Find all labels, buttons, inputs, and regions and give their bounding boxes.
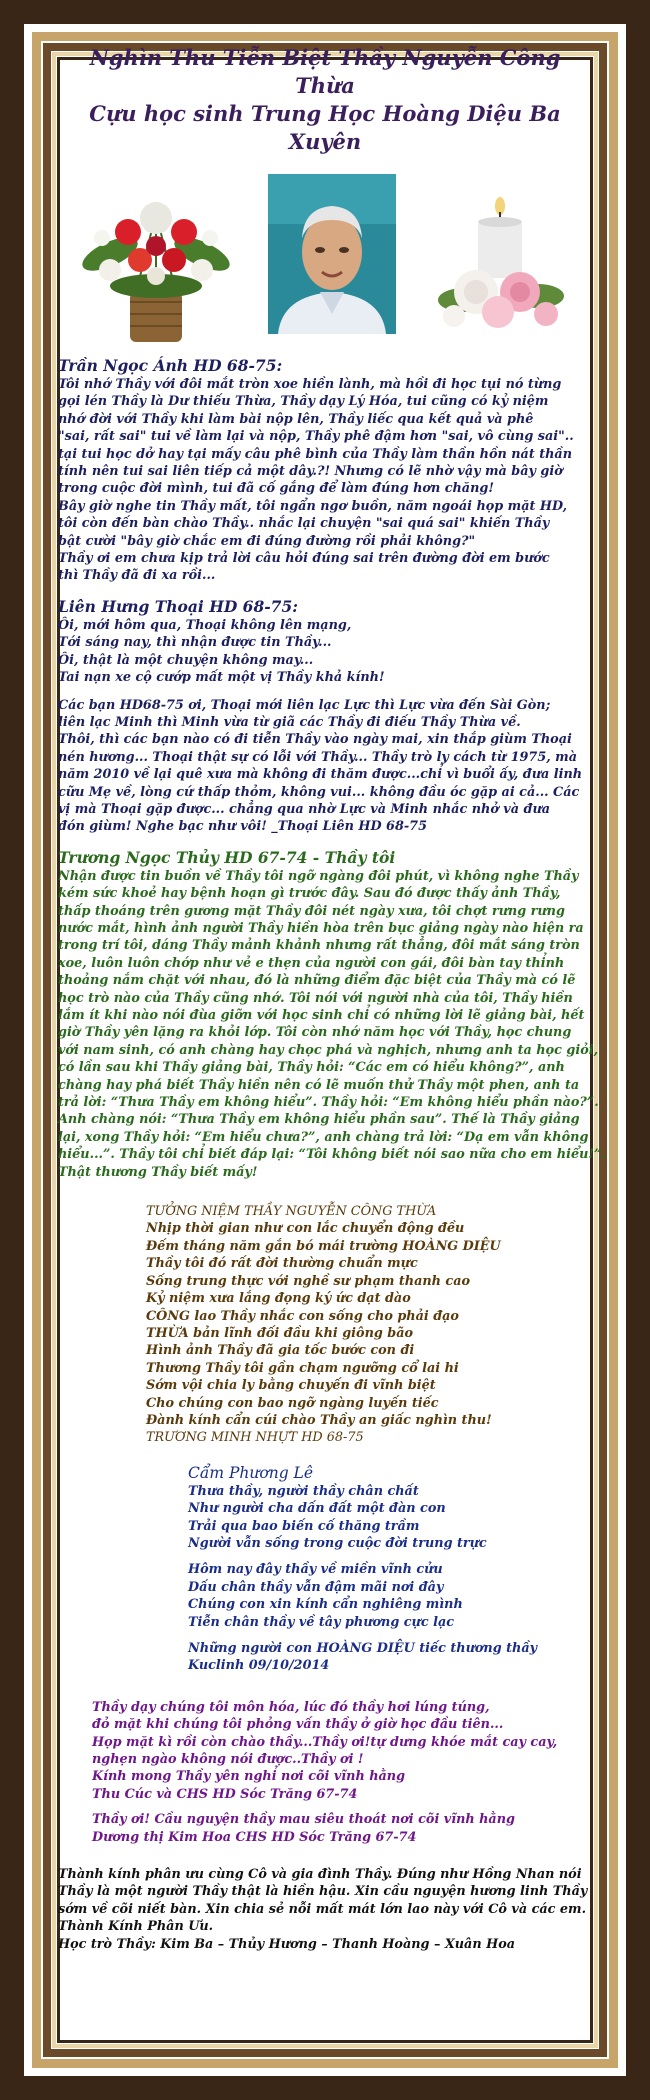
- poem-line: Những người con HOÀNG DIỆU tiếc thương thầy: [188, 1641, 538, 1656]
- poem-closing: [188, 1640, 592, 1675]
- tribute-line: gọi lén Thầy là Dư thiếu Thừa, Thầy dạy Lý Hóa, tui cũng có kỷ niệm: [58, 394, 549, 410]
- tribute-line: nước mắt, hình ảnh người Thầy hiền hòa trên bục giảng ngày nào hiện ra: [58, 920, 584, 936]
- poem-line: Nhịp thời gian như con lắc chuyển động đều: [146, 1221, 465, 1237]
- tribute-minh-nhut-poem: [58, 1203, 592, 1447]
- poem-line: Hôm nay đây thầy về miền vĩnh cửu: [188, 1562, 443, 1578]
- poem-line: Trải qua bao biến cố thăng trầm: [188, 1518, 420, 1534]
- poem-line: Hình ảnh Thầy đã gia tốc bước con đi: [146, 1343, 415, 1359]
- poem-line: Thầy tôi đó rất đời thường chuẩn mực: [146, 1256, 418, 1272]
- tribute-line: Kính mong Thầy yên nghỉ nơi cõi vĩnh hằng: [92, 1769, 406, 1785]
- tribute-line: tại tui học dở hay tại mấy câu phê bình của Thầy làm thần hồn nát thần: [58, 446, 573, 462]
- tribute-line: Thôi, thì các bạn nào có đi tiễn Thầy vào ngày mai, xin thắp giùm Thoại: [58, 732, 572, 748]
- poem-line: Người vẫn sống trong cuộc đời trung trực: [188, 1535, 487, 1551]
- poem-line: Đếm tháng năm gắn bó mái trường HOÀNG DIỆU: [146, 1238, 501, 1254]
- poem-stanza: [188, 1561, 592, 1631]
- poem-line: Thương Thầy tôi gần chạm ngưỡng cổ lai hi: [146, 1360, 459, 1376]
- poem-line: Chúng con xin kính cẩn nghiêng mình: [188, 1597, 463, 1613]
- poem-line: Cho chúng con bao ngỡ ngàng luyến tiếc: [146, 1395, 439, 1411]
- poem-line: Sống trung thực với nghề sư phạm thanh cao: [146, 1273, 471, 1289]
- tribute-line: đỏ mặt khi chúng tôi phỏng vấn thầy ở giờ học đầu tiên...: [92, 1717, 504, 1733]
- tribute-line: Tôi nhớ Thầy với đôi mắt tròn xoe hiền lành, mà hồi đi học tụi nó từng: [58, 377, 562, 392]
- tribute-author: Trần Ngọc Ánh HD 68-75:: [58, 356, 283, 375]
- tribute-line: năm 2010 về lại quê xưa mà không đi thăm được...chỉ vì buổi ấy, đưa linh: [58, 767, 583, 783]
- tribute-line: Họp mặt kì rồi còn chào thầy...Thầy ơi!tự dưng khóe mắt cay cay,: [92, 1734, 558, 1750]
- tribute-line: đón giùm! Nghe bạc như vôi! _Thoại Liên HD 68-75: [58, 819, 427, 835]
- tribute-cam-phuong-le: [58, 1463, 592, 1675]
- tribute-kim-hoa: [58, 1811, 592, 1846]
- flower-bouquet-icon: [70, 174, 242, 346]
- tribute-line: liên lạc Minh thì Minh vừa từ giã các Thầy đi điếu Thầy Thừa về.: [58, 714, 521, 730]
- tribute-line: Thầy ơi em chưa kịp trả lời câu hỏi đúng sai trên đường đời em bước: [58, 551, 550, 567]
- tribute-line: Thầy ơi! Cầu nguyện thầy mau siêu thoát nơi cõi vĩnh hằng: [92, 1812, 515, 1828]
- tribute-line: trả lời: “Thưa Thầy em không hiểu”. Thầy hỏi: “Em không hiểu phần nào?”.: [58, 1095, 599, 1111]
- tribute-line: kém sức khoẻ hay bệnh hoạn gì trước đây. Sau đó được thấy ảnh Thầy,: [58, 886, 561, 902]
- tribute-line: chàng hay phá biết Thầy hiền nên có lẽ muốn thử Thầy một phen, anh ta: [58, 1077, 580, 1093]
- photo-row: [58, 172, 592, 352]
- tribute-line: vị mà Thoại gặp được... chẳng qua nhờ Lực và Minh nhắc nhở và đưa: [58, 801, 551, 817]
- tribute-line: tôi còn đến bàn chào Thầy.. nhắc lại chuyện "sai quá sai" khiến Thầy: [58, 516, 550, 532]
- poem-line: Sớm vội chia ly bằng chuyến đi vĩnh biệt: [146, 1378, 436, 1394]
- tribute-line: cữu Mẹ về, lòng cứ thấp thỏm, không vui... không đầu óc gặp ai cả... Các: [58, 784, 580, 800]
- tribute-author: Cẩm Phương Lê: [188, 1463, 314, 1482]
- poem-line: Ôi, mới hôm qua, Thoại không lên mạng,: [58, 617, 352, 633]
- tribute-thu-cuc: [58, 1699, 592, 1803]
- tribute-line: xoe, luôn luôn chớp như vẻ e thẹn của người con gái, đôi bàn tay thỉnh: [58, 955, 565, 971]
- tribute-line: Các bạn HD68-75 ơi, Thoại mới liên lạc Lực thì Lực vừa đến Sài Gòn;: [58, 697, 551, 713]
- poem-line: Tiễn chân thầy về tây phương cực lạc: [188, 1614, 455, 1630]
- tribute-line: Dương thị Kim Hoa CHS HD Sóc Trăng 67-74: [92, 1829, 417, 1845]
- poem-line: Ôi, thật là một chuyện không may...: [58, 652, 314, 668]
- tribute-line: tính nên tui sai liên tiếp cả một dây.?! Nhưng có lẽ nhờ vậy mà bây giờ: [58, 464, 563, 480]
- tribute-line: giờ Thầy yên lặng ra khỏi lớp. Tôi còn nhớ năm học với Thầy, học chung: [58, 1025, 572, 1041]
- poem-date: Kuclinh 09/10/2014: [188, 1658, 330, 1674]
- tribute-line: Thật thương Thầy biết mấy!: [58, 1164, 258, 1180]
- candle-roses-icon: [434, 192, 566, 338]
- tribute-ngoc-thuy: [58, 847, 606, 1181]
- tribute-line: Học trò Thầy: Kim Ba – Thủy Hương – Thanh Hoàng – Xuân Hoa: [58, 1936, 516, 1952]
- poem-line: Đành kính cẩn cúi chào Thầy an giấc nghìn thu!: [146, 1412, 492, 1428]
- teacher-portrait-photo: [268, 174, 396, 334]
- tribute-line: Thành kính phân ưu cùng Cô và gia đình Thầy. Đúng như Hồng Nhan nói: [58, 1867, 582, 1883]
- tribute-line: trong cuộc đời mình, tui đã cố gắng để làm đúng hơn chăng!: [58, 481, 494, 497]
- tribute-line: nhớ đời với Thầy khi làm bài nộp lên, Thầy liếc qua kết quả và phê: [58, 411, 534, 427]
- tribute-line: có lần sau khi Thầy giảng bài, Thầy hỏi: “Các em có hiểu không?”, anh: [58, 1060, 565, 1076]
- tribute-line: Anh chàng nói: “Thưa Thầy em không hiểu phần sau”. Thế là Thầy giảng: [58, 1112, 580, 1128]
- tribute-line: sớm về cõi niết bàn. Xin chia sẻ nỗi mất mát lớn lao này với Cô và các em.: [58, 1901, 587, 1917]
- tribute-line: hiểu...”. Thầy tôi chỉ biết đáp lại: “Tôi không biết nói sao nữa cho em hiểu!”.: [58, 1147, 606, 1163]
- tribute-line: "sai, rất sai" tui về làm lại và nộp, Thầy phê đậm hơn "sai, vô cùng sai"..: [58, 429, 574, 445]
- tribute-body: [58, 697, 592, 836]
- tribute-ngoc-anh: [58, 356, 592, 585]
- poem-line: Thưa thầy, người thầy chân chất: [188, 1483, 419, 1499]
- page-title: Nghìn Thu Tiễn Biệt Thầy Nguyễn Công Thừa: [89, 45, 561, 98]
- poem-line: CÔNG lao Thầy nhắc con sống cho phải đạo: [146, 1308, 459, 1324]
- tribute-line: học trò nào của Thầy cũng nhớ. Tôi nói với người nhà của tôi, Thầy hiền: [58, 990, 573, 1006]
- tribute-line: Thu Cúc và CHS HD Sóc Trăng 67-74: [92, 1786, 358, 1802]
- poem-line: Tới sáng nay, thì nhận được tin Thầy...: [58, 635, 332, 651]
- tribute-line: thấp thoáng trên gương mặt Thầy đôi nét ngày xưa, tôi chợt rưng rưng: [58, 903, 565, 919]
- tribute-line: Thầy là một người Thầy thật là hiền hậu. Xin cầu nguyện hương linh Thầy: [58, 1884, 588, 1900]
- tribute-line: với nam sinh, có anh chàng hay chọc phá và nghịch, nhưng anh ta học giỏi,: [58, 1042, 599, 1058]
- tribute-line: thì Thầy đã đi xa rồi...: [58, 568, 216, 584]
- tribute-final-condolence: [58, 1866, 592, 1953]
- tribute-line: Nhận được tin buồn về Thầy tôi ngỡ ngàng đôi phút, vì không nghe Thầy: [58, 868, 579, 884]
- tribute-line: lắm ít khi nào nói đùa giỡn với học sinh chỉ có những lời lẽ giảng bài, hết: [58, 1008, 585, 1023]
- tribute-line: lại, xong Thầy hỏi: “Em hiểu chưa?”, anh chàng trả lời: “Dạ em vẫn không: [58, 1129, 589, 1145]
- poem-line: Kỷ niệm xưa lắng đọng ký ức dạt dào: [146, 1291, 411, 1307]
- tribute-lien-hung-thoai: [58, 597, 592, 836]
- tribute-line: Bây giờ nghe tin Thầy mất, tôi ngẩn ngơ buồn, năm ngoái họp mặt HD,: [58, 498, 568, 514]
- tribute-author: Liên Hưng Thoại HD 68-75:: [58, 596, 298, 616]
- poem-title: TƯỞNG NIỆM THẦY NGUYỄN CÔNG THỪA: [146, 1204, 437, 1220]
- tribute-line: Thầy dạy chúng tôi môn hóa, lúc đó thầy hơi lúng túng,: [92, 1699, 490, 1715]
- tribute-line: bật cười "bây giờ chắc em đi đúng đường rồi phải không?": [58, 533, 476, 549]
- tribute-line: trong trí tôi, dáng Thầy mảnh khảnh nhưng rất thẳng, đôi mắt sáng tròn: [58, 938, 580, 954]
- memorial-content: [58, 44, 606, 1953]
- poem-line: Dấu chân thầy vẫn đậm mãi nơi đây: [188, 1579, 444, 1595]
- poem-line: Như người cha dấn đất một đàn con: [188, 1501, 446, 1517]
- tribute-author: Trương Ngọc Thủy HD 67-74 - Thầy tôi: [58, 847, 396, 867]
- poem-line: Tai nạn xe cộ cướp mất một vị Thầy khả kính!: [58, 670, 385, 686]
- poem-line: THỪA bản lĩnh đối đầu khi giông bão: [146, 1325, 414, 1341]
- tribute-line: Thành Kính Phân Ưu.: [58, 1919, 214, 1935]
- tribute-line: nghẹn ngào không nói được..Thầy ơi !: [92, 1752, 364, 1768]
- page-subtitle: Cựu học sinh Trung Học Hoàng Diệu Ba Xuyên: [89, 101, 561, 154]
- poem-signature: TRƯƠNG MINH NHỰT HD 68-75: [146, 1430, 364, 1446]
- tribute-line: nén hương... Thoại thật sự có lỗi với Thầy... Thầy trò ly cách từ 1975, mà: [58, 749, 577, 765]
- tribute-line: thoảng nắm chặt với nhau, đó là những điểm đặc biệt của Thầy mà có lẽ: [58, 973, 576, 989]
